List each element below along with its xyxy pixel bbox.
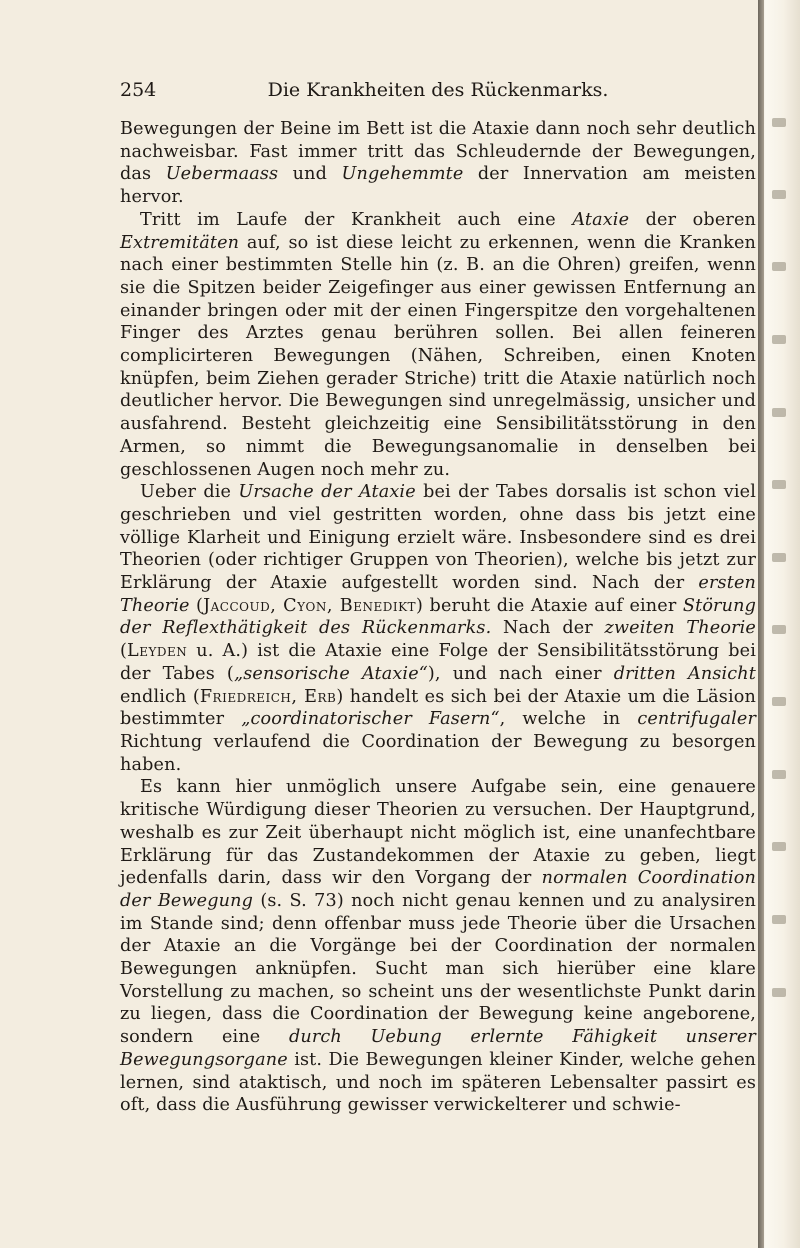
bleed-mark — [772, 697, 786, 706]
emphasis: Störung der Reflexthätigkeit des Rückenmarks. — [120, 595, 756, 639]
running-header — [120, 77, 756, 103]
bleed-mark — [772, 118, 786, 127]
emphasis: dritten Ansicht — [613, 663, 756, 684]
bleed-mark — [772, 770, 786, 779]
emphasis: centrifugaler — [637, 709, 757, 730]
emphasis: „sensorische Ataxie“ — [233, 663, 428, 684]
author-names: Friedreich, Erb — [199, 686, 337, 707]
paragraph-3: Ueber die Ursache der Ataxie bei der Tabes dorsalis ist schon viel geschrieben und viel gestritten worden, ohne dass bis jetzt eine völlige Klarheit und Einigung erzielt wäre. Insbesondere sind es drei Theorien (oder richtiger Gruppen von Theorien), welche bis jetzt zur Erklärung der Ataxie aufgestellt worden sind. Nach der ersten Theorie (Jaccoud, Cyon, Benedikt) beruht die Ataxie auf einer Störung der Reflexthätigkeit des Rückenmarks. Nach der zweiten Theorie (Leyden u. A.) ist die Ataxie eine Folge der Sensibilitätsstörung bei der Tabes („sensorische Ataxie“), und nach einer dritten Ansicht endlich (Friedreich, Erb) handelt es sich bei der Ataxie um die Läsion bestimmter „coordinatorischer Fasern“, welche in centrifugaler Richtung verlaufend die Coordination der Bewegung zu besorgen haben. — [120, 482, 757, 775]
bleed-mark — [772, 335, 786, 344]
emphasis: Ungehemmte — [341, 164, 464, 185]
emphasis: durch Uebung erlernte Fähigkeit unserer Bewegungsorgane — [120, 1027, 756, 1070]
author-names: Leyden — [127, 641, 188, 662]
page-number: 254 — [120, 79, 157, 101]
paragraph-1: Bewegungen der Beine im Bett ist die Ataxie dann noch sehr deutlich nachweisbar. Fast immer tritt das Schleudernde der Bewegungen, das Uebermaass und Ungehemmte der Innervation am meisten hervor. — [120, 119, 756, 208]
emphasis: Ataxie — [572, 209, 630, 230]
emphasis: ersten Theorie — [120, 573, 756, 616]
bleed-mark — [772, 625, 786, 634]
emphasis: Ursache der Ataxie — [238, 482, 416, 503]
bleed-mark — [772, 988, 786, 997]
bleed-mark — [772, 262, 786, 271]
paragraph-4: Es kann hier unmöglich unsere Aufgabe sein, eine genauere kritische Würdigung dieser Theorien zu versuchen. Der Hauptgrund, weshalb es zur Zeit überhaupt nicht möglich ist, eine unanfechtbare Erklärung für das Zustandekommen der Ataxie zu geben, liegt jedenfalls darin, dass wir den Vorgang der normalen Coordination der Bewegung (s. S. 73) noch nicht genau kennen und zu analysiren im Stande sind; denn offenbar muss jede Theorie über die Ursachen der Ataxie an die Vorgänge bei der Coordination der normalen Bewegungen anknüpfen. Sucht man sich hierüber eine klare Vorstellung zu machen, so scheint uns der wesentlichste Punkt darin zu liegen, dass die Coordination der Bewegung keine angeborene, sondern eine durch Uebung erlernte Fähigkeit unserer Bewegungsorgane ist. Die Bewegungen kleiner Kinder, welche gehen lernen, sind ataktisch, und noch im späteren Lebensalter passirt es oft, dass die Ausführung gewisser verwickelterer und schwie- — [120, 777, 756, 1116]
emphasis: normalen Coordination der Bewegung — [120, 868, 756, 911]
bleed-mark — [772, 190, 786, 199]
bleed-mark — [772, 480, 786, 489]
book-gutter — [758, 0, 764, 1248]
facing-page-edge — [758, 0, 800, 1248]
body-text — [120, 118, 756, 1117]
paragraph-2: Tritt im Laufe der Krankheit auch eine Ataxie der oberen Extremitäten auf, so ist diese leicht zu erkennen, wenn die Kranken nach einer bestimmten Stelle hin (z. B. an die Ohren) greifen, wenn sie die Spitzen beider Zeigefinger aus einer gewissen Entfernung an einander bringen oder mit der einen Fingerspitze den vorgehaltenen Finger des Arztes genau berühren sollen. Bei allen feineren complicirteren Bewegungen (Nähen, Schreiben, einen Knoten knüpfen, beim Ziehen gerader Striche) tritt die Ataxie natürlich noch deutlicher hervor. Die Bewegungen sind unregelmässig, unsicher und ausfahrend. Besteht gleichzeitig eine Sensibilitätsstörung in den Armen, so nimmt die Bewegungsanomalie in denselben bei geschlossenen Augen noch mehr zu. — [120, 209, 756, 480]
bleed-mark — [772, 915, 786, 924]
bleed-mark — [772, 408, 786, 417]
running-title: Die Krankheiten des Rückenmarks. — [267, 79, 609, 101]
emphasis: „coordinatorischer Fasern“ — [241, 709, 500, 730]
bleed-mark — [772, 842, 786, 851]
emphasis: Extremitäten — [120, 232, 240, 253]
emphasis: Uebermaass — [165, 164, 279, 185]
bleed-mark — [772, 553, 786, 562]
author-names: Jaccoud, Cyon, Benedikt — [203, 595, 417, 616]
emphasis: zweiten Theorie — [604, 618, 756, 639]
